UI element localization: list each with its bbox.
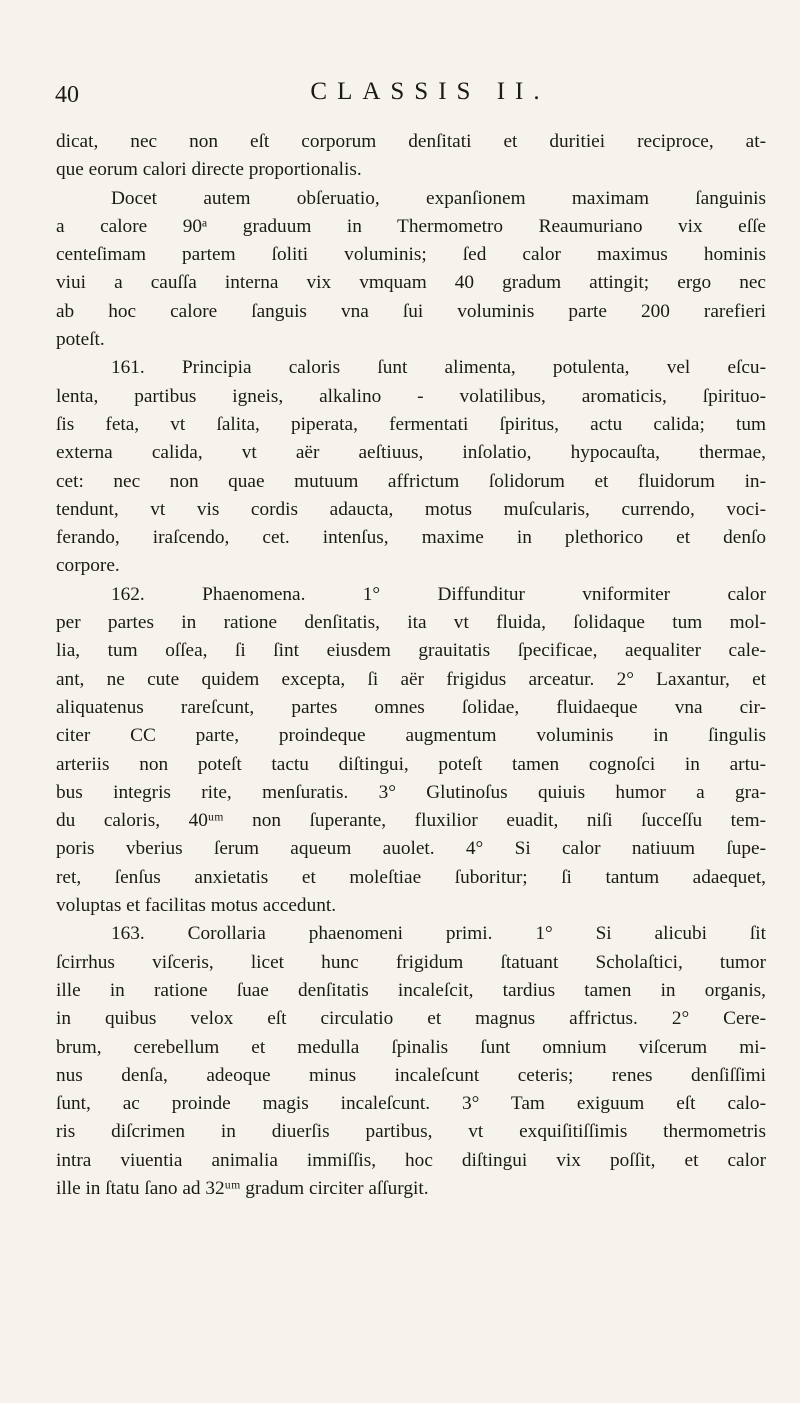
text-line: cet: nec non quae mutuum affrictum ſolidorum et fluidorum in- (56, 470, 766, 492)
text-line: dicat, nec non eſt corporum denſitati et duritiei reciproce, at- (56, 131, 766, 152)
text-line: lia, tum oſſea, ſi ſint eiusdem grauitatis ſpecificae, aequaliter cale- (56, 640, 766, 662)
text-line: ret, ſenſus anxietatis et moleſtiae ſuboritur; ſi tantum adaequet, (56, 866, 766, 888)
text-line: ſunt, ac proinde magis incaleſcunt. 3° Tam exiguum eſt calo- (56, 1093, 766, 1115)
text-line: intra viuentia animalia immiſſis, hoc diſtingui vix poſſit, et calor (56, 1149, 766, 1171)
text-line: aliquatenus rareſcunt, partes omnes ſolidae, fluidaeque vna cir- (56, 696, 766, 718)
text-line: ſcirrhus viſceris, licet hunc frigidum ſtatuant Scholaſtici, tumor (56, 951, 766, 973)
text-line: a calore 90ᵃ graduum in Thermometro Reaumuriano vix eſſe (56, 215, 766, 237)
text-line: ille in ratione ſuae denſitatis incaleſcit, tardius tamen in organis, (56, 979, 766, 1001)
text-line: ille in ſtatu ſano ad 32ᵘᵐ gradum circiter aſſurgit. (56, 1177, 429, 1199)
text-line: arteriis non poteſt tactu diſtingui, poteſt tamen cognoſci in artu- (56, 753, 766, 775)
text-line: viui a cauſſa interna vix vmquam 40 gradum attingit; ergo nec (56, 272, 766, 294)
text-line: brum, cerebellum et medulla ſpinalis ſunt omnium viſcerum mi- (56, 1036, 766, 1058)
text-line: 161. Principia caloris ſunt alimenta, potulenta, vel eſcu- (111, 357, 766, 379)
body-text (56, 128, 766, 1203)
text-line: lenta, partibus igneis, alkalino - volatilibus, aromaticis, ſpirituo- (56, 385, 766, 407)
text-line: ab hoc calore ſanguis vna ſui voluminis parte 200 rarefieri (56, 300, 766, 322)
text-line: citer CC parte, proindeque augmentum voluminis in ſingulis (56, 725, 766, 747)
text-line: ſis feta, vt ſalita, piperata, fermentati ſpiritus, actu calida; tum (56, 413, 766, 435)
text-line: per partes in ratione denſitatis, ita vt fluida, ſolidaque tum mol- (56, 612, 766, 634)
text-line: poris vberius ſerum aqueum auolet. 4° Si calor natiuum ſupe- (56, 838, 766, 860)
text-line: ant, ne cute quidem excepta, ſi aër frigidus arceatur. 2° Laxantur, et (56, 668, 766, 690)
text-line: bus integris rite, menſuratis. 3° Glutinoſus quiuis humor a gra- (56, 781, 766, 803)
text-line: voluptas et facilitas motus accedunt. (56, 895, 337, 917)
text-line: centeſimam partem ſoliti voluminis; ſed calor maximus hominis (56, 244, 766, 266)
text-line: 162. Phaenomena. 1° Diffunditur vniformiter calor (111, 583, 766, 605)
text-line: poteſt. (56, 329, 105, 351)
text-line: corpore. (56, 555, 120, 577)
text-line: ris diſcrimen in diuerſis partibus, vt exquiſitiſſimis thermometris (56, 1121, 766, 1143)
running-title: CLASSIS II. (310, 78, 550, 105)
page-number: 40 (55, 82, 79, 108)
running-head (55, 78, 775, 118)
text-line: 163. Corollaria phaenomeni primi. 1° Si alicubi ſit (111, 923, 766, 945)
text-line: externa calida, vt aër aeſtiuus, inſolatio, hypocauſta, thermae, (56, 442, 766, 464)
text-line: ferando, iraſcendo, cet. intenſus, maxime in plethorico et denſo (56, 527, 766, 549)
text-line: tendunt, vt vis cordis adaucta, motus muſcularis, currendo, voci- (56, 498, 766, 520)
text-line: que eorum calori directe proportionalis. (56, 159, 362, 181)
text-line: nus denſa, adeoque minus incaleſcunt ceteris; renes denſiſſimi (56, 1064, 766, 1086)
text-line: in quibus velox eſt circulatio et magnus affrictus. 2° Cere- (56, 1008, 766, 1030)
text-line: du caloris, 40ᵘᵐ non ſuperante, fluxilior euadit, niſi ſucceſſu tem- (56, 810, 766, 832)
text-line: Docet autem obſeruatio, expanſionem maximam ſanguinis (111, 187, 766, 209)
